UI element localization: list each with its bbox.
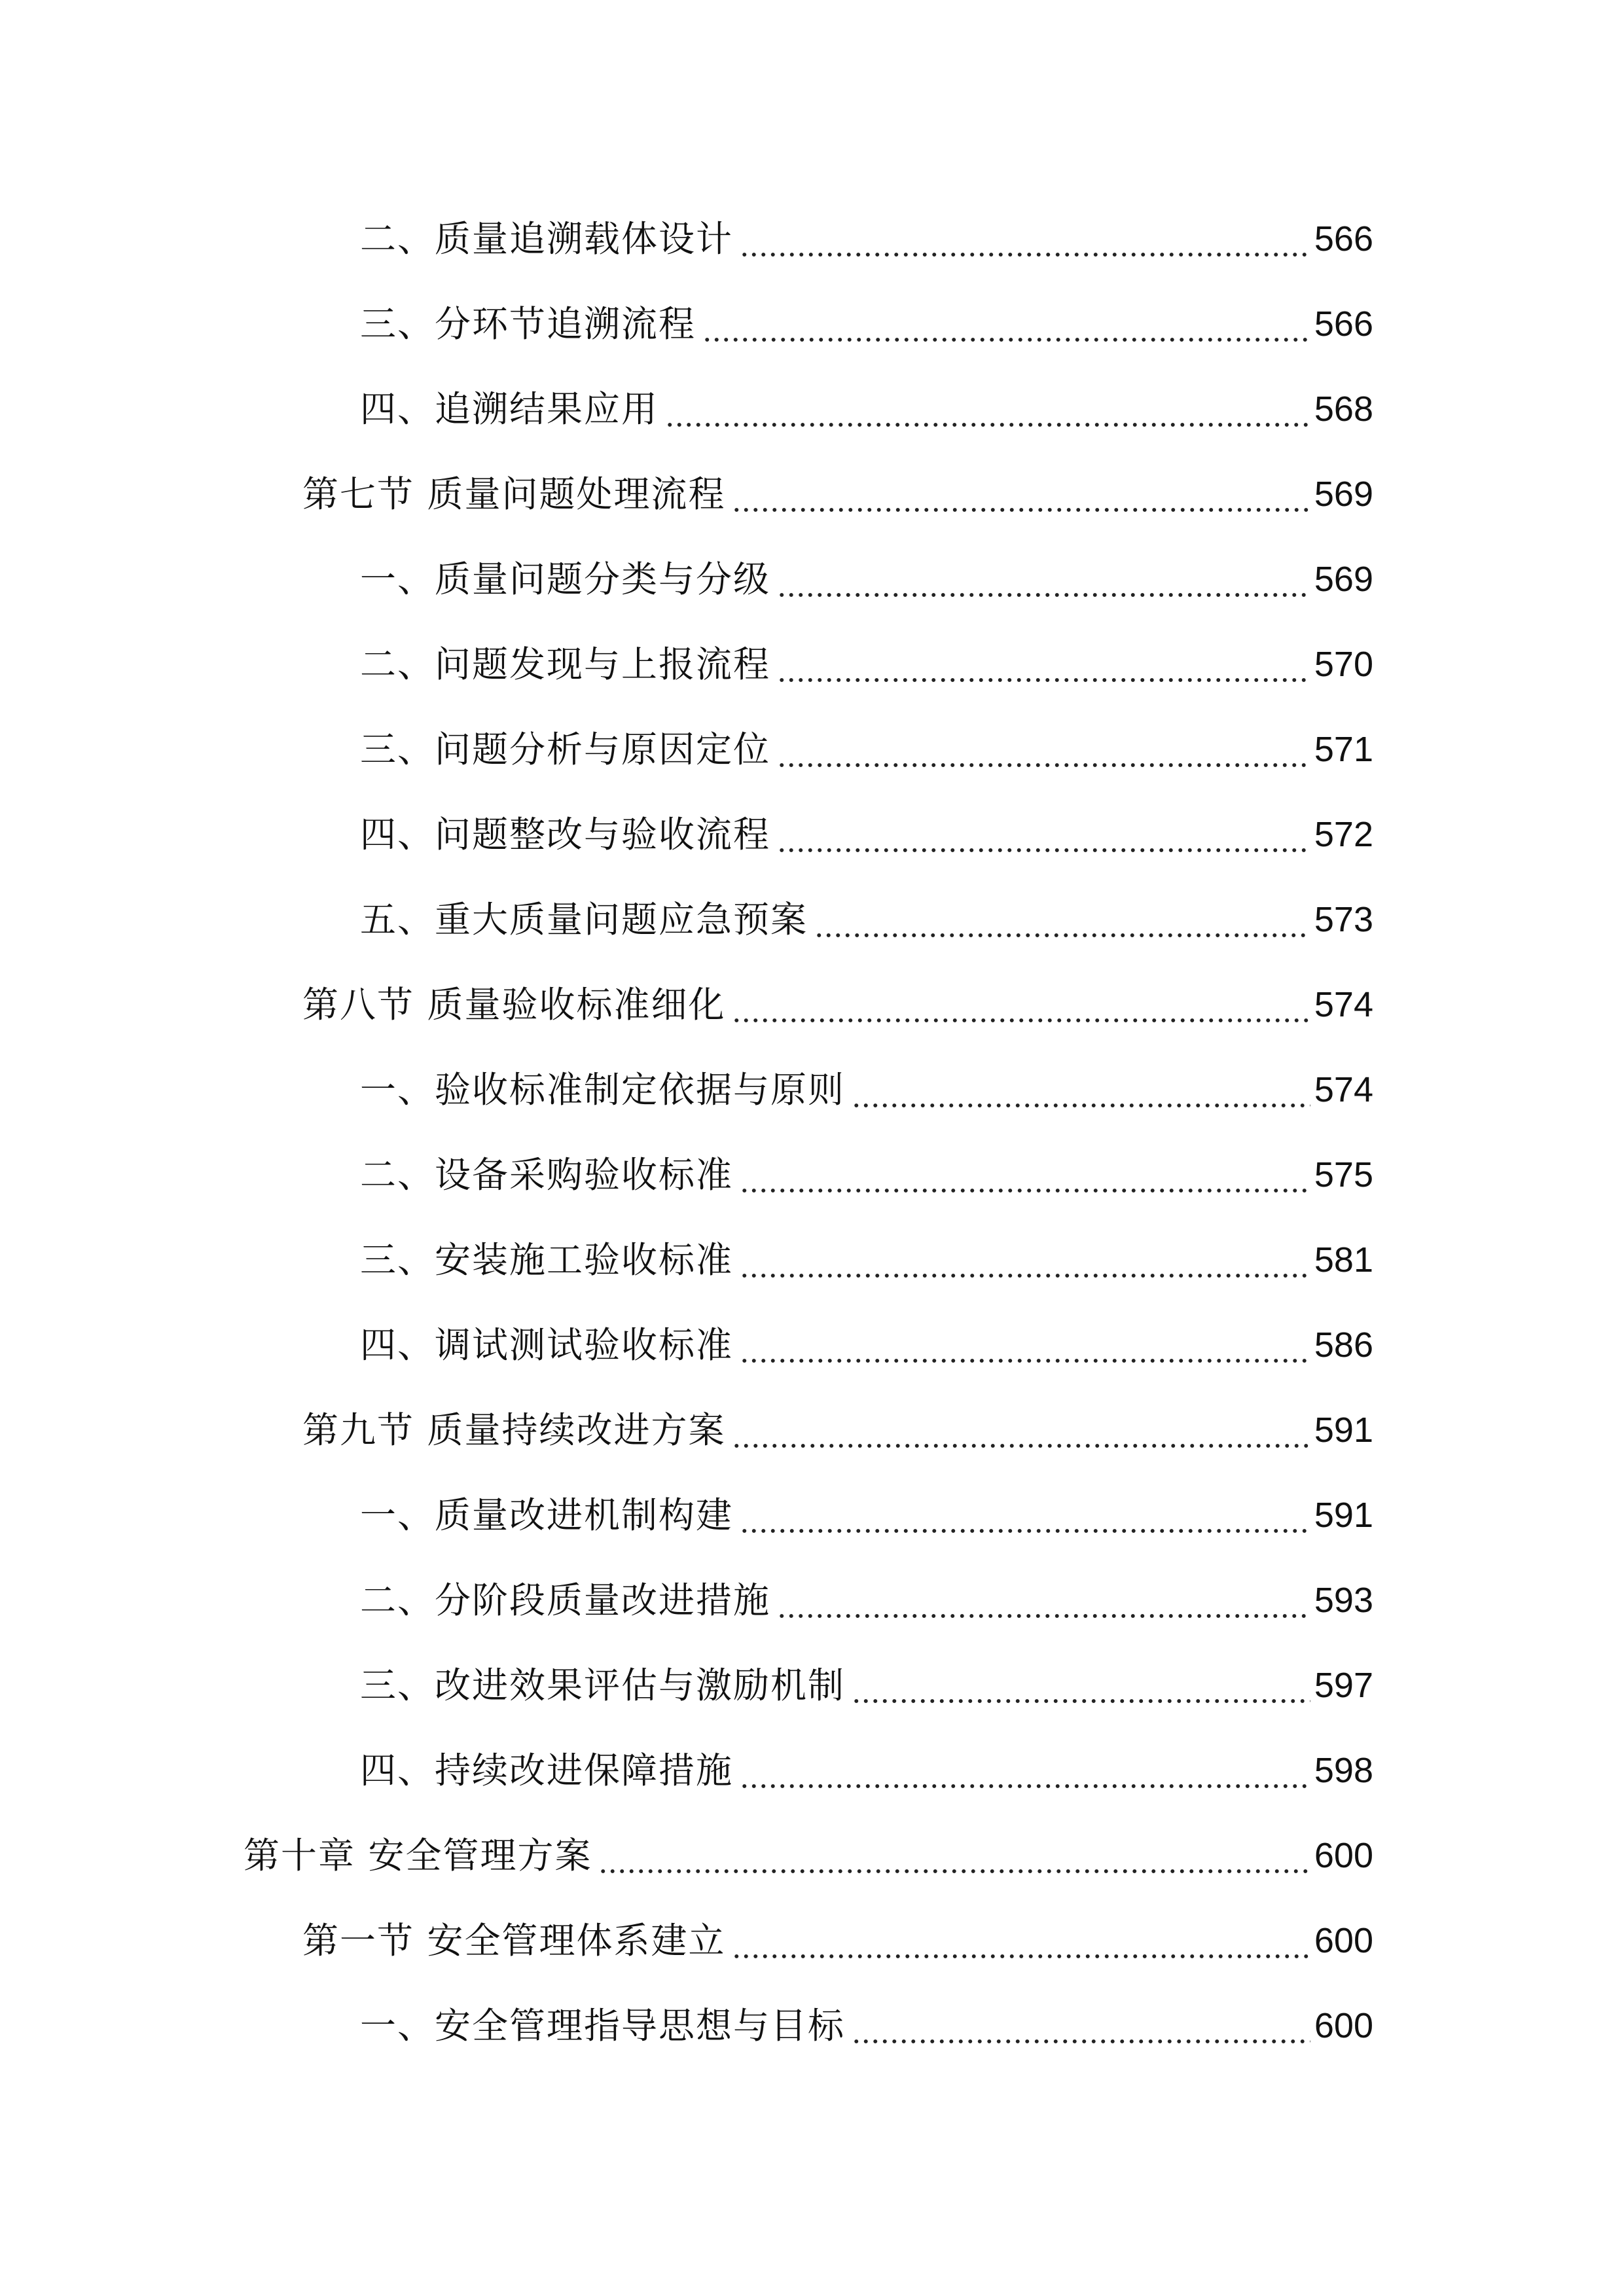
toc-entry[interactable] (360, 1996, 1373, 2055)
toc-entry-title: 二、问题发现与上报流程 (360, 643, 771, 685)
toc-dot-leader (740, 209, 1310, 268)
toc-page-number: 581 (1314, 1240, 1373, 1280)
toc-entry-title: 第九节 质量持续改进方案 (302, 1409, 726, 1451)
toc-page-number: 600 (1314, 1836, 1373, 1875)
toc-entry[interactable] (360, 1656, 1373, 1715)
toc-entry-title: 四、问题整改与验收流程 (360, 814, 771, 855)
toc-dot-leader (814, 890, 1310, 949)
toc-entry-title: 一、质量问题分类与分级 (360, 558, 771, 600)
toc-page-number: 574 (1314, 1070, 1373, 1109)
toc-entry[interactable] (360, 720, 1373, 779)
toc-entry-section[interactable] (302, 1911, 1373, 1970)
toc-page-number: 597 (1314, 1666, 1373, 1705)
toc-page-number: 569 (1314, 560, 1373, 599)
toc-entry-title: 一、安全管理指导思想与目标 (360, 2005, 846, 2047)
toc-page-number: 598 (1314, 1751, 1373, 1790)
toc-entry-chapter[interactable] (244, 1826, 1373, 1885)
toc-page-number: 573 (1314, 900, 1373, 939)
toc-entry-title: 四、调试测试验收标准 (360, 1324, 734, 1366)
toc-page-number: 600 (1314, 1921, 1373, 1960)
toc-entry[interactable] (360, 890, 1373, 949)
toc-entry[interactable] (360, 1316, 1373, 1374)
toc-entry[interactable] (360, 550, 1373, 609)
toc-page-number: 566 (1314, 304, 1373, 344)
toc-entry-title: 第七节 质量问题处理流程 (302, 473, 726, 515)
toc-entry[interactable] (360, 1571, 1373, 1630)
toc-entry-title: 第十章 安全管理方案 (244, 1835, 592, 1876)
toc-entry-title: 三、改进效果评估与激励机制 (360, 1664, 846, 1706)
toc-page-number: 586 (1314, 1325, 1373, 1365)
toc-dot-leader (740, 1316, 1310, 1374)
toc-dot-leader (702, 295, 1310, 353)
toc-page-number: 572 (1314, 815, 1373, 854)
toc-dot-leader (732, 1401, 1310, 1460)
toc-entry-title: 第八节 质量验收标准细化 (302, 984, 726, 1026)
toc-dot-leader (740, 1741, 1310, 1800)
toc-entry[interactable] (360, 805, 1373, 864)
toc-dot-leader (852, 1996, 1310, 2055)
toc-dot-leader (732, 465, 1310, 524)
toc-page-number: 566 (1314, 219, 1373, 259)
toc-entry-title: 二、质量追溯载体设计 (360, 218, 734, 260)
toc-entry-title: 四、追溯结果应用 (360, 388, 659, 430)
toc-page-number: 574 (1314, 985, 1373, 1024)
toc-dot-leader (777, 720, 1310, 779)
toc-dot-leader (598, 1826, 1310, 1885)
toc-entry-title: 三、问题分析与原因定位 (360, 728, 771, 770)
toc-entry[interactable] (360, 1741, 1373, 1800)
toc-page-number: 570 (1314, 645, 1373, 684)
toc-entry-title: 五、重大质量问题应急预案 (360, 899, 808, 941)
toc-entry-section[interactable] (302, 1401, 1373, 1460)
toc-dot-leader (665, 380, 1310, 439)
toc-entry-title: 二、设备采购验收标准 (360, 1154, 734, 1196)
toc-dot-leader (777, 805, 1310, 864)
toc-entry-title: 二、分阶段质量改进措施 (360, 1579, 771, 1621)
toc-entry-section[interactable] (302, 465, 1373, 524)
toc-dot-leader (732, 975, 1310, 1034)
toc-dot-leader (740, 1486, 1310, 1545)
toc-dot-leader (777, 550, 1310, 609)
toc-entry-title: 一、质量改进机制构建 (360, 1494, 734, 1536)
toc-entry-title: 三、分环节追溯流程 (360, 303, 696, 345)
toc-page-number: 591 (1314, 1496, 1373, 1535)
toc-entry-title: 一、验收标准制定依据与原则 (360, 1069, 846, 1111)
toc-entry[interactable] (360, 1230, 1373, 1289)
toc-entry-section[interactable] (302, 975, 1373, 1034)
toc-page-number: 568 (1314, 389, 1373, 429)
toc-entry[interactable] (360, 1486, 1373, 1545)
toc-entry[interactable] (360, 635, 1373, 694)
toc-entry-title: 三、安装施工验收标准 (360, 1239, 734, 1281)
toc-page-number: 569 (1314, 475, 1373, 514)
toc-entry[interactable] (360, 209, 1373, 268)
toc-page-number: 593 (1314, 1581, 1373, 1620)
toc-page-number: 591 (1314, 1410, 1373, 1450)
toc-entry[interactable] (360, 1145, 1373, 1204)
toc-dot-leader (740, 1145, 1310, 1204)
toc-dot-leader (777, 635, 1310, 694)
toc-entry-title: 第一节 安全管理体系建立 (302, 1920, 726, 1962)
toc-page-number: 600 (1314, 2006, 1373, 2045)
toc-page-number: 575 (1314, 1155, 1373, 1194)
toc-entry-title: 四、持续改进保障措施 (360, 1749, 734, 1791)
toc-dot-leader (852, 1656, 1310, 1715)
toc-entry[interactable] (360, 1060, 1373, 1119)
toc-entry[interactable] (360, 295, 1373, 353)
toc-dot-leader (852, 1060, 1310, 1119)
toc-entry[interactable] (360, 380, 1373, 439)
toc-dot-leader (777, 1571, 1310, 1630)
toc-page-number: 571 (1314, 730, 1373, 769)
toc-dot-leader (732, 1911, 1310, 1970)
toc-dot-leader (740, 1230, 1310, 1289)
